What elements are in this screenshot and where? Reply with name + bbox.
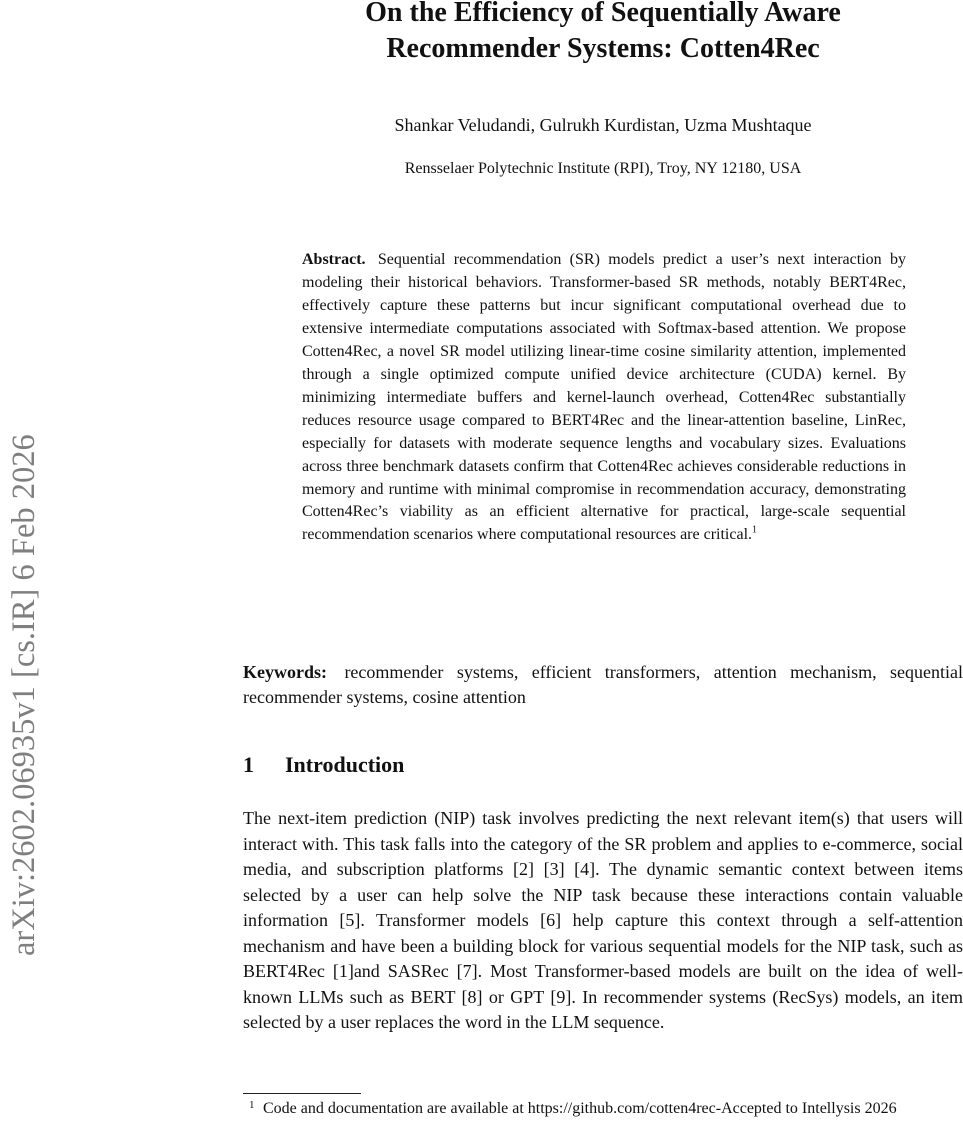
introduction-paragraph: The next-item prediction (NIP) task involves predicting the next relevant item(s) that users will interact with. This task falls into the category of the SR problem and applies to e-commerce, social media, and subscription platforms [2] [3] [4]. The dynamic semantic context between items selected by a user can help solve the NIP task because these interactions contain valuable information [5]. Transformer models [6] help capture this context through a self-attention mechanism and have been a building block for various sequential models for the NIP task, such as BERT4Rec [1]and SASRec [7]. Most Transformer-based models are built on the idea of well-known LLMs such as BERT [8] or GPT [9]. In recommender systems (RecSys) models, an item selected by a user replaces the word in the LLM sequence. <box>243 808 963 1033</box>
keywords-text: recommender systems, efficient transformers, attention mechanism, sequential recommender systems, cosine attention <box>243 662 963 707</box>
footnote-text: Code and documentation are available at https://github.com/cotten4rec-Accepted to Intellysis 2026 <box>263 1100 897 1117</box>
keywords-label: Keywords: <box>243 662 327 682</box>
arxiv-identifier-text: arXiv:2602.06935v1 [cs.IR] 6 Feb 2026 <box>6 434 42 956</box>
footnote-divider <box>243 1093 361 1094</box>
abstract-block <box>302 249 906 547</box>
footnote-mark: 1 <box>249 1099 255 1111</box>
author-affiliation: Rensselaer Polytechnic Institute (RPI), Troy, NY 12180, USA <box>404 160 802 177</box>
author-list: Shankar Veludandi, Gulrukh Kurdistan, Uzma Mushtaque <box>394 115 812 135</box>
arxiv-identifier-stamp <box>2 236 46 956</box>
abstract-footnote-ref[interactable]: 1 <box>752 525 758 537</box>
footnote <box>243 1098 963 1120</box>
keywords-block <box>243 660 963 710</box>
paper-title <box>243 0 963 67</box>
abstract-text: Sequential recommendation (SR) models predict a user’s next interaction by modeling their historical behaviors. Transformer-based SR methods, notably BERT4Rec, effectively capture these patterns but incur significant computational overhead due to extensive intermediate computations associated with Softmax-based attention. We propose Cotten4Rec, a novel SR model utilizing linear-time cosine similarity attention, implemented through a single optimized compute unified device architecture (CUDA) kernel. By minimizing intermediate buffers and kernel-launch overhead, Cotten4Rec substantially reduces resource usage compared to BERT4Rec and the linear-attention baseline, LinRec, especially for datasets with moderate sequence lengths and vocabulary sizes. Evaluations across three benchmark datasets confirm that Cotten4Rec achieves considerable reductions in memory and runtime with minimal compromise in recommendation accuracy, demonstrating Cotten4Rec’s viability as an efficient alternative for practical, large-scale sequential recommendation scenarios where computational resources are critical. <box>302 251 907 544</box>
section-heading-introduction <box>243 750 963 780</box>
section-title: Introduction <box>285 752 405 777</box>
abstract-label: Abstract. <box>302 251 366 268</box>
section-number: 1 <box>243 752 254 777</box>
paper-title-line-1: On the Efficiency of Sequentially Aware <box>365 0 841 28</box>
paper-title-line-2: Recommender Systems: Cotten4Rec <box>386 33 820 64</box>
